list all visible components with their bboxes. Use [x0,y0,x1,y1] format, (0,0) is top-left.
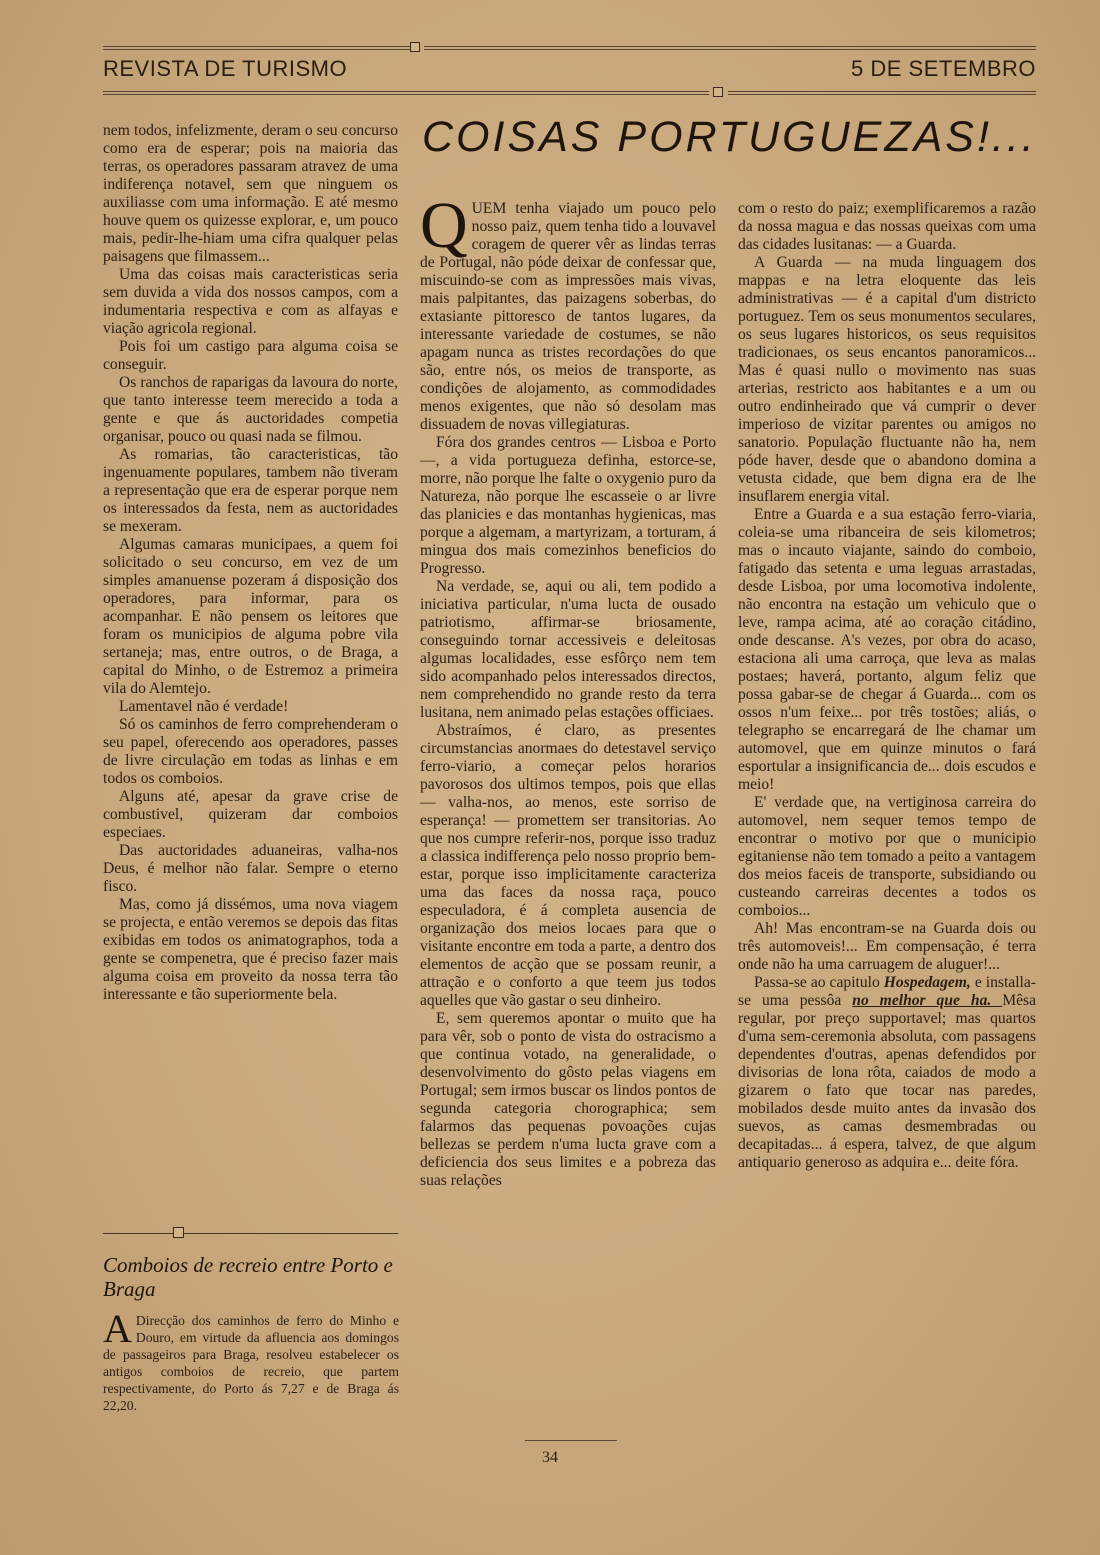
paragraph: Os ranchos de raparigas da lavoura do norte, que tanto interesse teem merecido a toda a gente e que ás auctoridades competia organisar, pouco ou quasi nada se filmou. [103,374,398,445]
notice-text: Direcção dos caminhos de ferro do Minho e Douro, em virtude da afluencia aos domingos de passageiros para Braga, resolveu estabelecer os antigos comboios de recreio, que partem respectivamente, do Porto ás 7,27 e de Braga ás 22,20. [103,1313,399,1413]
paragraph: Das auctoridades aduaneiras, valha-nos Deus, é melhor não falar. Sempre o eterno fisco. [103,842,398,895]
paragraph: E' verdade que, na vertiginosa carreira do automovel, nem sequer temos tempo de encontrar o motivo por que o municipio egitaniense não tem tomado a peito a vantagem dos meios faceis de transporte, subsidiando ou custeando carreiras decentes a todos os comboios... [738,794,1036,919]
paragraph: Na verdade, se, aqui ou ali, tem podido a iniciativa particular, n'uma lucta de ousado patriotismo, affirmar-se briosamente, conseguindo tornar accessiveis e deleitosas algumas localidades, esse esfôrço nem tem sido acompanhado pelos interessados directos, nem comprehendido no grande resto da terra lusitana, nem animado pelas estações officiaes. [420,578,716,721]
paragraph: Só os caminhos de ferro comprehenderam o seu papel, oferecendo aos operadores, passes de livre circulação em todas as linhas e em todos os comboios. [103,716,398,787]
page-number: 34 [542,1449,558,1466]
header-rule-bottom-right-2 [728,94,1036,95]
article-title: COISAS PORTUGUEZAS!... [422,113,1037,161]
header-ornament-box-2 [713,87,723,97]
header-rule-top-right [424,46,1036,47]
paragraph: Entre a Guarda e a sua estação ferro-viaria, coleia-se uma ribanceira de seis kilometros; mas o incauto viajante, saindo do comboio, fatigado das setenta e uma leguas arrastadas, desde Lisboa, por uma locomotiva indolente, não encontra na estação um vehiculo que o leve, rampa acima, até ao coração citádino, onde descanse. A's vezes, por obra do acaso, estaciona ali uma carroça, que leva as malas postaes; haverá, portanto, algum feliz que possa gabar-se de chegar á Guarda... com os ossos n'um feixe... por três tostões; aliás, o telegrapho se encarregará de lhe chamar um automovel, que em quinze minutos o fará esportular a insignificancia de... dois escudos e meio! [738,506,1036,793]
emphasis-melhor: no melhor que ha. [852,992,1003,1009]
emphasis-hospedagem: Hospedagem, [883,974,975,991]
separator-ornament-box [173,1227,184,1238]
footer-rule [525,1440,617,1441]
paragraph [420,189,716,434]
paragraph: Mas, como já dissémos, uma nova viagem se projecta, e então veremos se depois das fitas exibidas em todos os animatographos, toda a gente se compenetra, que é preciso fazer mais alguma coisa em proveito da nossa terra tão interessante e tão superiormente bela. [103,896,398,1003]
column-1 [103,122,398,1004]
article-dropcap: Q [420,189,468,262]
paragraph: Ah! Mas encontram-se na Guarda dois ou três automoveis!... Em compensação, é terra onde não ha uma carruagem de aluguer!... [738,920,1036,973]
header-ornament-box [410,42,420,52]
paragraph: E, sem queremos apontar o muito que ha para vêr, sob o ponto de vista do ostracismo a que continua votado, na generalidade, o desenvolvimento do gôsto pelas viagens em Portugal; sem irmos buscar os lindos pontos de segunda categoria chorographica; sem falarmos das pequenas povoações cujas bellezas se perdem n'uma lucta grave com a deficiencia dos seus limites e a pobreza das suas relações [420,1010,716,1189]
notice-title: Comboios de recreio entre Porto e Braga [103,1253,393,1301]
paragraph: A Guarda — na muda linguagem dos mappas e na letra eloquente das leis administrativas — é a capital d'um districto portuguez. Tem os seus monumentos seculares, os seus lugares historicos, os seus requisitos tradicionaes, os seus encantos panoramicos... Mas é quasi nullo o movimento nas suas arterias, restricto aos habitantes e a um ou outro endinheirado que vá cumprir o dever imperioso de vizitar parentes ou amigos no sanatorio. População fluctuante não ha, nem póde haver, desde que o abandono domina a vetusta cidade, que bem digna era de lhe insuflarem energia vital. [738,254,1036,505]
header-rule-bottom [103,91,709,92]
paragraph: nem todos, infelizmente, deram o seu concurso como era de esperar; pois na maioria das terras, os operadores passaram atravez de uma indiferença notavel, sem que ninguem os auxiliasse com uma informação. E até mesmo houve quem os quizesse explorar, e, um pouco mais, pedir-lhe-hiam uma cifra qualquer pelas paisagens que filmassem... [103,122,398,265]
header-rule-bottom-2 [103,94,709,95]
paragraph: com o resto do paiz; exemplificaremos a razão da nossa magua e das nossas queixas com uma das cidades lusitanas: — a Guarda. [738,200,1036,253]
paragraph: Abstraímos, é claro, as presentes circumstancias anormaes do detestavel serviço ferro-viario, a começar pelos horarios pavorosos dos ultimos tempos, pois que ellas — valha-nos, ao menos, este sorriso de esperança! — promettem ser transitorias. Ao que nos cumpre referir-nos, porque isso traduz a classica indifferença pelo nosso proprio bem-estar, porque isso implicitamente caracteriza uma das faces da nossa raça, pouco especuladora, é á completa ausencia de organização dos meios locaes para que o visitante encontre em toda a parte, a dentro dos elementos de acção que se possam reunir, a attração e o conforto a que teem jus todos aquelles que vão gastar o seu dinheiro. [420,722,716,1009]
paragraph: As romarias, tão caracteristicas, tão ingenuamente populares, tambem não tiveram a representação que era de esperar porque nem os interessados da festa, nem as auctoridades se mexeram. [103,446,398,535]
notice-body [103,1306,399,1414]
text-run: Mêsa regular, por preço supportavel; mas quartos d'uma sem-ceremonia absoluta, com passagens dependentes d'outras, apenas defendidos por divisorias de lona rôta, caiados de modo a gizarem o fato que tocar nas paredes, mobilados desde muito antes da invasão dos suevos, as camas desmembradas ou decapitadas... á espera, talvez, de que algum antiquario generoso as adquira e... deite fóra. [738,992,1036,1171]
paragraph: Lamentavel não é verdade! [119,698,289,715]
text-run: Passa-se ao capitulo [754,974,884,991]
paragraph: Uma das coisas mais caracteristicas seria sem duvida a vida dos nossos campos, com a indumentaria respectiva e com as alfayas e viação agricola regional. [103,266,398,337]
separator-line [103,1233,398,1234]
text-run: e installa-se uma pessôa [738,974,1036,1009]
paragraph: Algumas camaras municipaes, a quem foi solicitado o seu concurso, em vez de um simples amanuense pozeram á disposição dos operadores, para informar, para os acompanhar. E não pensem os leitores que foram os municipios de alguma pobre vila sertaneja; mas, entre outros, o de Braga, a capital do Minho, o de Estremoz a primeira vila do Alemtejo. [103,536,398,697]
column-3 [738,200,1036,1172]
lead-text: tenha viajado um pouco pelo nosso paiz, quem tenha tido a louvavel coragem de querer vêr as lindas terras de Portugal, não póde deixar de confessar que, miscuindo-se com as impressões mais vivas, mais palpitantes, das paizagens soberbas, do extasiante pittoresco de tantos lugares, da interessante variedade de costumes, se não apagam nunca as tristes recordações do que são, entre nós, os meios de transporte, as condições de alojamento, as commodidades menos exigentes, que não só desolam mas dissuadem de novas villegiaturas. [420,200,716,433]
lead-caps: UEM [471,200,516,217]
header-rule-top [103,46,413,47]
paragraph [738,974,1036,1172]
paragraph: Alguns até, apesar da grave crise de combustivel, quizeram dar comboios especiaes. [103,788,398,841]
paragraph: Pois foi um castigo para alguma coisa se conseguir. [103,338,398,373]
header-rule-top-2 [103,49,413,50]
header-rule-top-right-2 [424,49,1036,50]
header-rule-bottom-right [728,91,1036,92]
column-2 [420,189,716,1190]
issue-date: 5 DE SETEMBRO [851,56,1036,81]
notice-dropcap: A [103,1306,132,1351]
paragraph: Fóra dos grandes centros — Lisboa e Porto—, a vida portugueza definha, estorce-se, morre, não porque lhe falte o oxygenio puro da Natureza, não porque lhe escasseie o ar livre das planicies e das montanhas hygienicas, mas porque a algemam, a martyrizam, a torturam, á mingua dos mais comezinhos beneficios do Progresso. [420,434,716,577]
section-separator [103,1227,398,1239]
magazine-title: REVISTA DE TURISMO [103,56,348,81]
